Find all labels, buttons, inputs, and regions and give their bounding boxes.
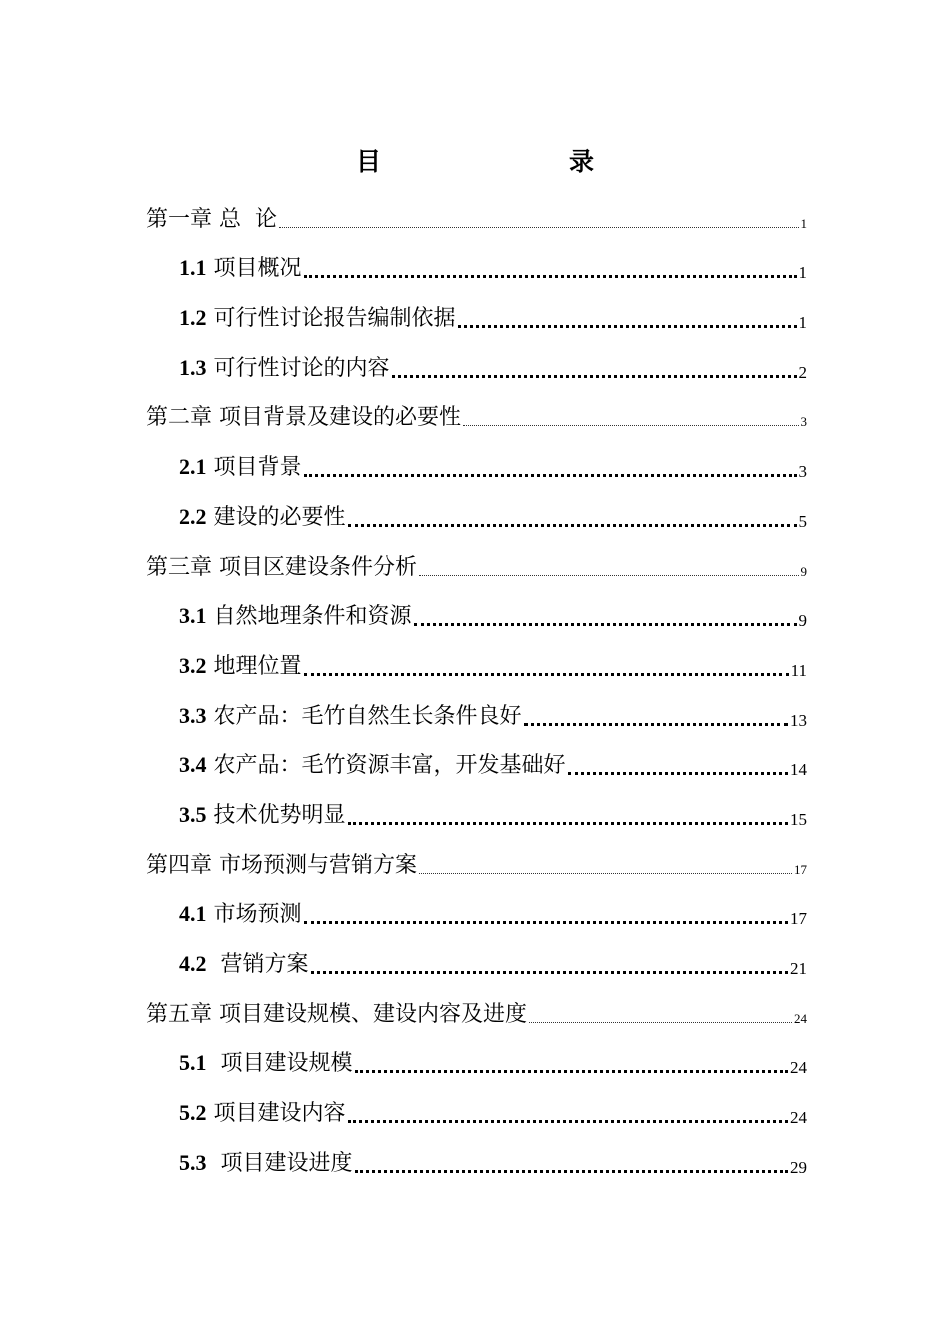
toc-entry-label bbox=[179, 1099, 346, 1128]
toc-entry-text: 项目建设规模 bbox=[206, 1051, 353, 1077]
toc-section-entry[interactable] bbox=[0, 786, 950, 836]
dot-leader bbox=[304, 673, 789, 676]
toc-entry-label bbox=[146, 554, 417, 582]
toc-page-number: 15 bbox=[790, 809, 807, 829]
toc-entry-text: 第五章 项目建设规模、建设内容及进度 bbox=[146, 1001, 527, 1027]
toc-entry-text: 项目背景 bbox=[206, 455, 302, 481]
toc-page-number: 24 bbox=[790, 1058, 807, 1078]
toc-entry-text: 项目建设内容 bbox=[206, 1101, 346, 1127]
toc-chapter-entry[interactable] bbox=[0, 389, 950, 439]
dot-leader bbox=[524, 723, 789, 726]
dot-leader bbox=[304, 474, 797, 477]
toc-entry-number: 1.2 bbox=[179, 305, 207, 331]
toc-page-number: 3 bbox=[800, 414, 807, 430]
toc-entry-text: 技术优势明显 bbox=[206, 802, 346, 828]
toc-entry-number: 4.2 bbox=[179, 951, 207, 976]
dot-leader bbox=[348, 524, 797, 527]
dot-leader bbox=[419, 873, 792, 874]
toc-entry-number: 2.1 bbox=[179, 454, 207, 480]
toc-chapter-entry[interactable] bbox=[0, 190, 950, 240]
toc-entry-text: 可行性讨论的内容 bbox=[206, 355, 390, 381]
dot-leader bbox=[304, 921, 789, 924]
toc-page-number: 1 bbox=[800, 215, 807, 231]
dot-leader bbox=[355, 1170, 789, 1173]
dot-leader bbox=[419, 575, 799, 576]
toc-entry-number: 4.1 bbox=[179, 901, 207, 927]
toc-entry-text: 可行性讨论报告编制依据 bbox=[206, 306, 456, 332]
toc-entry-text: 农产品：毛竹自然生长条件良好 bbox=[206, 703, 522, 729]
toc-page-number: 1 bbox=[798, 313, 807, 333]
toc-section-entry[interactable] bbox=[0, 935, 950, 985]
toc-title: 目 录 bbox=[355, 147, 640, 176]
toc-entry-number: 3.2 bbox=[179, 652, 207, 678]
toc-page-number: 11 bbox=[790, 660, 807, 680]
toc-page-number: 9 bbox=[798, 611, 807, 631]
dot-leader bbox=[414, 623, 797, 626]
toc-page-number: 9 bbox=[800, 563, 807, 579]
toc-entry-number: 3.4 bbox=[179, 752, 207, 778]
toc-entry-text: 市场预测 bbox=[206, 902, 302, 928]
toc-entry-label bbox=[179, 702, 522, 731]
toc-entry-number: 3.1 bbox=[179, 603, 207, 629]
dot-leader bbox=[279, 227, 799, 228]
toc-chapter-entry[interactable] bbox=[0, 985, 950, 1035]
toc-page-number: 24 bbox=[790, 1108, 807, 1128]
toc-entry-label bbox=[179, 801, 346, 830]
toc-entry-text: 第一章 总 论 bbox=[146, 206, 277, 232]
toc-entry-label bbox=[179, 950, 309, 979]
toc-entry-text: 第四章 市场预测与营销方案 bbox=[146, 852, 417, 878]
toc-page-number: 21 bbox=[790, 959, 807, 978]
toc-entry-label bbox=[146, 1001, 527, 1029]
toc-entry-label bbox=[179, 602, 412, 631]
toc-page-number: 29 bbox=[790, 1157, 807, 1177]
toc-entry-text: 项目概况 bbox=[206, 256, 302, 282]
toc-entry-text: 第三章 项目区建设条件分析 bbox=[146, 554, 417, 580]
toc-entry-text: 建设的必要性 bbox=[206, 504, 346, 530]
toc-page-number: 3 bbox=[798, 462, 807, 482]
toc-list bbox=[0, 190, 950, 1184]
toc-page-number: 24 bbox=[794, 1010, 807, 1026]
toc-section-entry[interactable] bbox=[0, 1134, 950, 1184]
toc-page-number: 1 bbox=[798, 263, 807, 283]
toc-chapter-entry[interactable] bbox=[0, 836, 950, 886]
toc-section-entry[interactable] bbox=[0, 289, 950, 339]
toc-entry-text: 第二章 项目背景及建设的必要性 bbox=[146, 405, 461, 431]
toc-entry-label bbox=[146, 852, 417, 880]
dot-leader bbox=[304, 275, 797, 278]
toc-entry-label bbox=[146, 206, 277, 234]
toc-entry-label bbox=[179, 751, 566, 780]
toc-entry-number: 5.2 bbox=[179, 1100, 207, 1126]
toc-entry-text: 项目建设进度 bbox=[206, 1150, 353, 1176]
toc-entry-number: 5.1 bbox=[179, 1050, 207, 1076]
dot-leader bbox=[355, 1070, 789, 1073]
dot-leader bbox=[348, 822, 789, 825]
dot-leader bbox=[529, 1022, 792, 1023]
toc-entry-label bbox=[179, 1049, 353, 1078]
toc-entry-text: 自然地理条件和资源 bbox=[206, 604, 412, 630]
dot-leader bbox=[463, 425, 799, 426]
dot-leader bbox=[348, 1120, 789, 1123]
toc-entry-label bbox=[146, 404, 461, 432]
toc-page-number: 17 bbox=[790, 909, 807, 929]
toc-entry-label bbox=[179, 1149, 353, 1178]
toc-entry-number: 2.2 bbox=[179, 503, 207, 529]
toc-entry-label bbox=[179, 900, 302, 929]
toc-page-number: 14 bbox=[790, 760, 807, 780]
dot-leader bbox=[311, 971, 789, 974]
toc-entry-number: 1.1 bbox=[179, 255, 207, 281]
toc-entry-label bbox=[179, 503, 346, 532]
toc-page-number: 13 bbox=[790, 710, 807, 730]
toc-section-entry[interactable] bbox=[0, 687, 950, 737]
toc-entry-text: 农产品：毛竹资源丰富，开发基础好 bbox=[206, 753, 566, 779]
toc-page-number: 17 bbox=[794, 861, 807, 877]
toc-entry-number: 1.3 bbox=[179, 354, 207, 380]
toc-page-number: 2 bbox=[798, 362, 807, 382]
toc-entry-label bbox=[179, 304, 456, 333]
dot-leader bbox=[392, 375, 797, 378]
toc-section-entry[interactable] bbox=[0, 488, 950, 538]
toc-section-entry[interactable] bbox=[0, 1084, 950, 1134]
toc-chapter-entry[interactable] bbox=[0, 538, 950, 588]
toc-section-entry[interactable] bbox=[0, 339, 950, 389]
toc-entry-label bbox=[179, 453, 302, 482]
toc-section-entry[interactable] bbox=[0, 886, 950, 936]
toc-entry-number: 3.5 bbox=[179, 801, 207, 827]
toc-entry-number: 5.3 bbox=[179, 1149, 207, 1175]
toc-section-entry[interactable] bbox=[0, 240, 950, 290]
toc-entry-text: 营销方案 bbox=[206, 952, 309, 977]
toc-section-entry[interactable] bbox=[0, 438, 950, 488]
toc-section-entry[interactable] bbox=[0, 637, 950, 687]
toc-section-entry[interactable] bbox=[0, 588, 950, 638]
dot-leader bbox=[568, 772, 789, 775]
toc-section-entry[interactable] bbox=[0, 1035, 950, 1085]
toc-entry-number: 3.3 bbox=[179, 702, 207, 728]
toc-entry-label bbox=[179, 254, 302, 283]
toc-page-number: 5 bbox=[798, 511, 807, 531]
toc-section-entry[interactable] bbox=[0, 737, 950, 787]
toc-entry-label bbox=[179, 354, 390, 383]
toc-entry-text: 地理位置 bbox=[206, 653, 302, 679]
dot-leader bbox=[458, 325, 797, 328]
toc-entry-label bbox=[179, 652, 302, 681]
